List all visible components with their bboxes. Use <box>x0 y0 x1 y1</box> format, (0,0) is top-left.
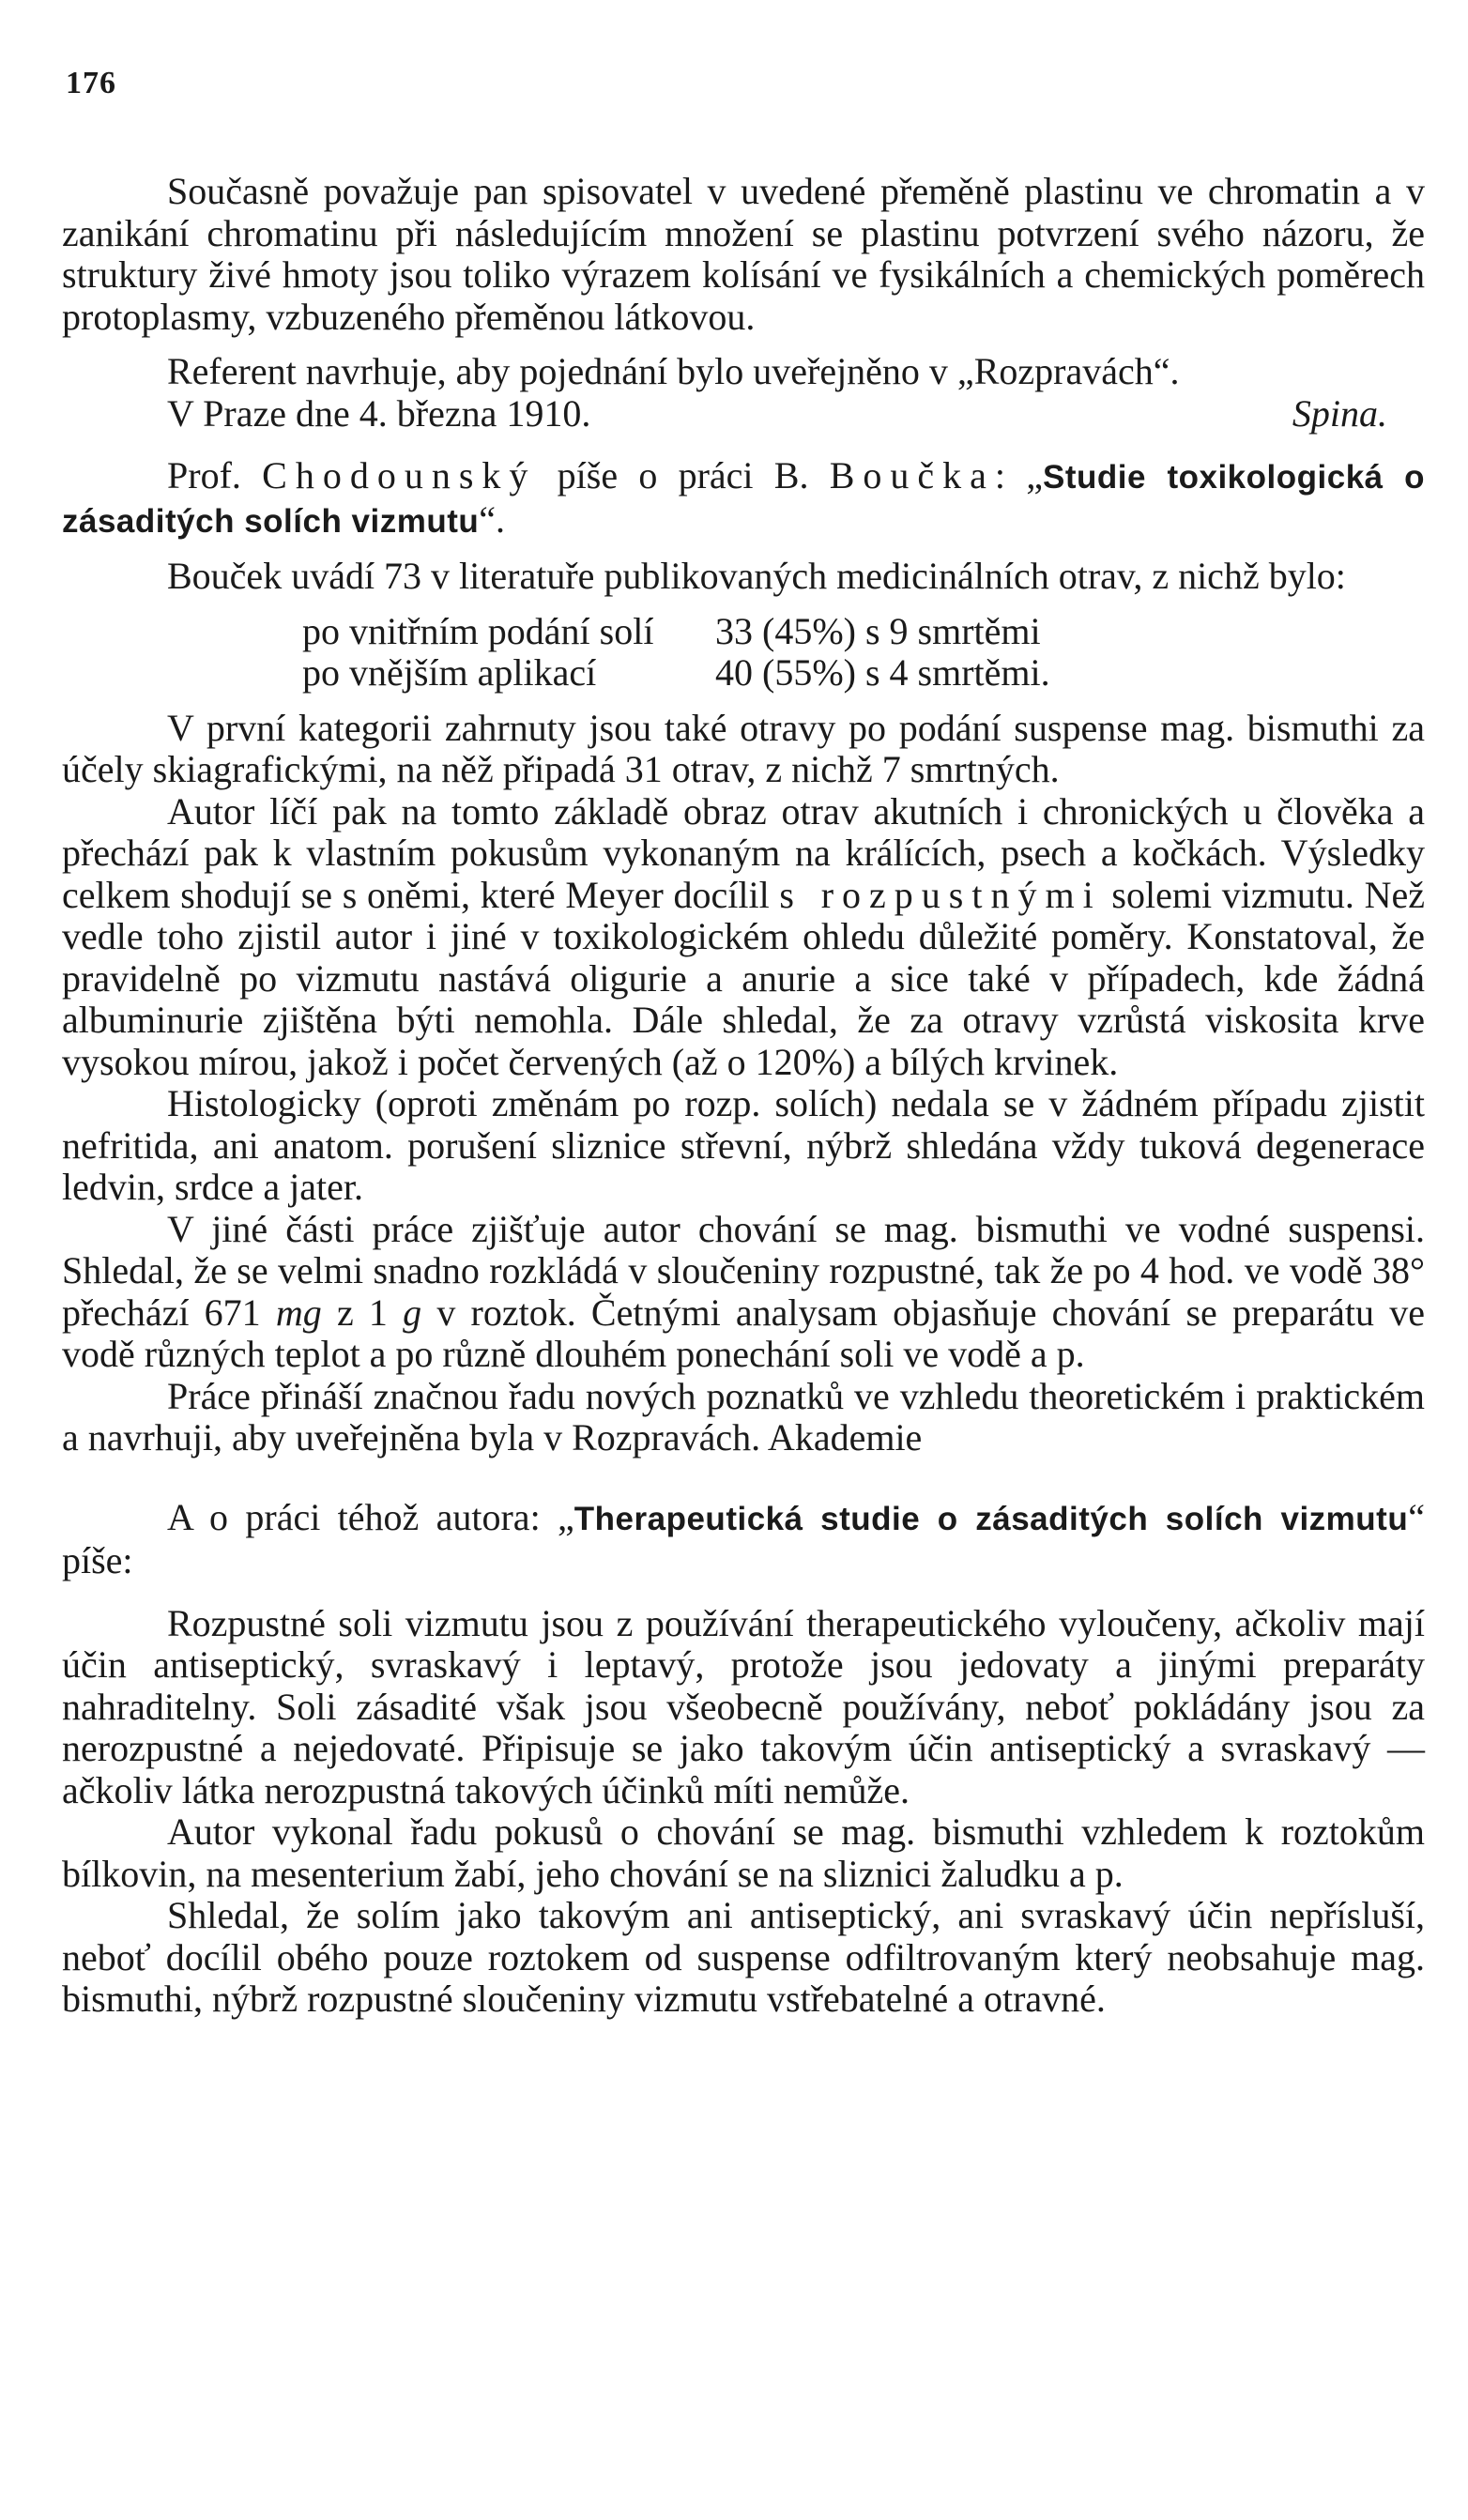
author-name-chodounsky: Chodounský <box>262 454 537 496</box>
paragraph-1: Současně považuje pan spisovatel v uvedené přeměně plastinu ve chromatin a v zanikání chromatinu při následujícím množení se plastinu potvrzení svého názoru, že struktury živé hmoty jsou toliko výrazem kolísání ve fysikálních a chemických poměrech protoplasmy, vzbuzeného přeměnou látkovou. <box>62 170 1425 338</box>
list-item-value: 33 (45%) s 9 smrtěmi <box>715 609 1041 652</box>
paragraph-therapeutic-intro <box>62 1497 1425 1582</box>
signature: Spina. <box>1292 391 1387 435</box>
text-run: solemi vizmutu. Než vedle toho zjistil autor i jiné v toxikologickém ohledu důležité poměry. Konstatoval, že pravidelně po vizmutu nastává oligurie a anurie a sice také v případech, kde žádná albuminurie zjištěna býti nemohla. Dále shledal, že za otravy vzrůstá viskosita krve vysokou mírou, jakož i počet červených (až o 120%) a bílých krvinek. <box>62 873 1425 1083</box>
paragraph-other-part <box>62 1209 1425 1376</box>
statistics-list <box>302 611 1425 695</box>
prefix-text: Prof. <box>167 454 263 496</box>
paragraph-first-category: V první kategorii zahrnuty jsou také otravy po podání suspense mag. bismuthi za účely skiagrafickými, na něž připadá 31 otrav, z nichž 7 smrtných. <box>62 706 1425 790</box>
paragraph-histology: Histologicky (oproti změnám po rozp. solích) nedala se v žádném případu zjistit nefritida, ani anatom. porušení sliznice střevní, nýbrž shledána vždy tuková degenerace ledvin, srdce a jater. <box>62 1082 1425 1208</box>
paragraph-author-describes <box>62 791 1425 1084</box>
list-item <box>302 611 1425 653</box>
paragraph-recommendation: Práce přináší značnou řadu nových poznatků ve vzhledu theoretickém i praktickém a navrhuji, aby uveřejněna byla v Rozpravách. Akademie <box>62 1374 1425 1459</box>
paragraph-boucek-intro: Bouček uvádí 73 v literatuře publikovaných medicinálních otrav, z nichž bylo: <box>167 555 1346 597</box>
paragraph-referent: Referent navrhuje, aby pojednání bylo uveřejněno v „Rozpravách“. <box>167 350 1180 392</box>
paragraph-chodounsky <box>62 455 1425 542</box>
list-item <box>302 652 1425 695</box>
list-item-value: 40 (55%) s 4 smrtěmi. <box>715 651 1050 694</box>
spaced-emphasis: s rozpustnými <box>779 873 1102 916</box>
paragraph-findings: Shledal, že solím jako takovým ani antiseptický, ani svraskavý účin nepřísluší, neboť docílil obého pouze roztokem od suspense odfiltrovaným který neobsahuje mag. bismuthi, nýbrž rozpustné sloučeniny vizmutu vstřebatelné a otravné. <box>62 1894 1425 2020</box>
list-item-label: po vnějším aplikací <box>302 651 597 694</box>
text-run: Autor líčí pak na tomto základě obraz otrav akutních i chronických u člověka a přechází pak k vlastním pokusům vykonaným na králících, psech a kočkách. Výsledky celkem shodují se s oněmi, které Meyer docílil <box>62 789 1425 916</box>
text-run: v roztok. Četnými analysam objasňuje chování se preparátu ve vodě různých teplot a po různě dlouhém ponechání soli ve vodě a p. <box>62 1291 1425 1375</box>
end-text: “. <box>479 497 506 541</box>
paragraph-experiments: Autor vykonal řadu pokusů o chování se mag. bismuthi vzhledem k roztokům bílkovin, na mesenterium žabí, jeho chování se na sliznici žaludku a p. <box>62 1810 1425 1895</box>
text-run: V jiné části práce zjišťuje autor chování se mag. bismuthi ve vodné suspensi. Shledal, že se velmi snadno rozkládá v sloučeniny rozpustné, tak že po 4 hod. ve vodě 38° přechází 671 <box>62 1207 1425 1334</box>
list-item-label: po vnitřním podání solí <box>302 609 654 652</box>
study-title-therapeutic: Therapeutická studie o zásaditých solích vizmutu <box>573 1500 1409 1537</box>
text-run: “ píše: <box>62 1495 1425 1581</box>
unit-g: g <box>403 1291 422 1334</box>
study-title-toxicology: Studie toxikologická o zásaditých solích vizmutu <box>62 459 1425 540</box>
page-body <box>62 171 1425 2021</box>
colon-text: : „ <box>994 454 1044 496</box>
text-run: z 1 <box>321 1291 404 1334</box>
paragraph-soluble-salts: Rozpustné soli vizmutu jsou z používání therapeutického vyloučeny, ačkoliv mají účin antiseptický, svraskavý i leptavý, protože jsou jedovaty a jinými preparáty nahraditelny. Soli zásadité však jsou všeobecně používány, neboť pokládány jsou za nerozpustné a nejedovaté. Připisuje se jako takovým účin antiseptický a svraskavý — ačkoliv látka nerozpustná takových účinků míti nemůže. <box>62 1601 1425 1811</box>
page-number: 176 <box>66 66 116 100</box>
date-signature-line <box>62 393 1425 435</box>
text-run: A o práci téhož autora: „ <box>167 1495 574 1538</box>
unit-mg: mg <box>275 1291 322 1334</box>
author-name-boucek: Boučka <box>829 454 995 496</box>
mid-text: píše o práci B. <box>536 454 830 496</box>
date-place: V Praze dne 4. března 1910. <box>167 391 591 435</box>
